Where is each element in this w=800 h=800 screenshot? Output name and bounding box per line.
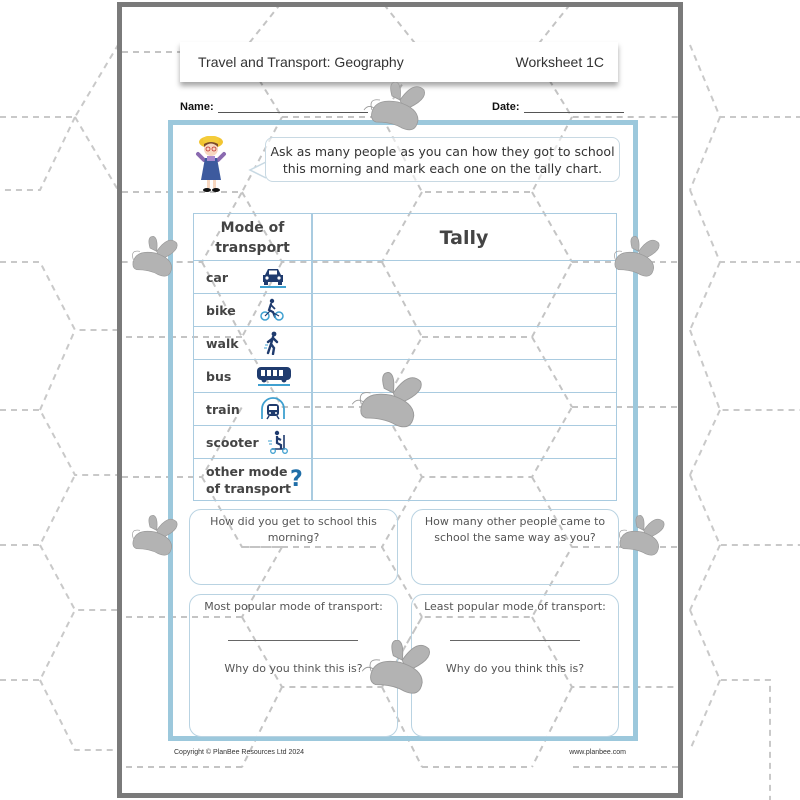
tally-cell-car[interactable] [312,261,616,293]
header-mode-of-transport [194,214,311,261]
table-row-bike [194,294,616,327]
bus-icon [256,366,292,386]
table-row-car [194,261,616,294]
scooter-icon [268,430,290,454]
question-mark-icon: ? [290,467,303,492]
header-mode-line-2: transport [215,239,290,256]
question-box-how-many-came-same-way[interactable] [411,509,619,585]
car-icon [260,266,286,288]
row-label: bike [206,302,236,318]
row-label: bus [206,368,232,384]
tally-cell-bike[interactable] [312,294,616,326]
row-label: train [206,401,240,417]
table-row-scooter [194,426,616,459]
instructions-speech-bubble [265,137,620,182]
name-input-line[interactable] [218,101,368,113]
question-box-least-popular[interactable] [411,594,619,737]
date-label: Date: [492,101,520,113]
header-tally: Tally [439,226,489,249]
instructions-line-1: Ask as many people as you can how they got to school [270,143,615,159]
girl-character-icon [195,132,227,198]
tally-cell-scooter[interactable] [312,426,616,458]
table-row-bus [194,360,616,393]
table-row-walk [194,327,616,360]
tally-table-header [194,214,616,261]
name-date-row [180,101,625,119]
worksheet-title: Travel and Transport: Geography [198,54,404,70]
question-text: How did you get to school this morning? [210,515,377,544]
question-text: How many other people came to school the same way as you? [424,515,606,544]
activity-frame [168,120,638,741]
why-prompt: Why do you think this is? [445,662,585,675]
page-footer [174,749,626,761]
tally-cell-other[interactable] [312,459,616,501]
why-prompt: Why do you think this is? [224,662,363,675]
worksheet-page [117,2,683,798]
name-label: Name: [180,101,214,113]
row-label-line-2: of transport [206,481,291,496]
instructions-line-2: this morning and mark each one on the tally chart. [282,160,603,176]
row-label [206,459,291,501]
table-row-train [194,393,616,426]
tally-cell-bus[interactable] [312,360,616,392]
date-input-line[interactable] [524,101,624,113]
train-icon [260,397,286,421]
question-text: Most popular mode of transport: [204,600,383,613]
copyright-text: Copyright © PlanBee Resources Ltd 2024 [174,749,305,756]
row-label: car [206,269,229,285]
tally-cell-train[interactable] [312,393,616,425]
tally-chart-table [193,213,617,501]
question-text: Least popular mode of transport: [424,600,606,613]
walk-icon [264,331,282,355]
worksheet-title-card [180,42,618,82]
question-box-how-did-you-get-to-school[interactable] [189,509,398,585]
date-field[interactable] [492,101,624,113]
row-label-line-1: other mode [206,464,288,479]
name-field[interactable] [180,101,368,113]
row-label: walk [206,335,239,351]
website-text: www.planbee.com [569,749,626,756]
header-mode-line-1: Mode of [220,219,285,236]
question-box-most-popular[interactable] [189,594,398,737]
worksheet-code: Worksheet 1C [515,54,604,70]
tally-cell-walk[interactable] [312,327,616,359]
table-row-other [194,459,616,501]
row-label: scooter [206,434,259,450]
most-popular-answer-line[interactable] [228,640,358,641]
least-popular-answer-line[interactable] [450,640,580,641]
bike-icon [260,298,284,322]
